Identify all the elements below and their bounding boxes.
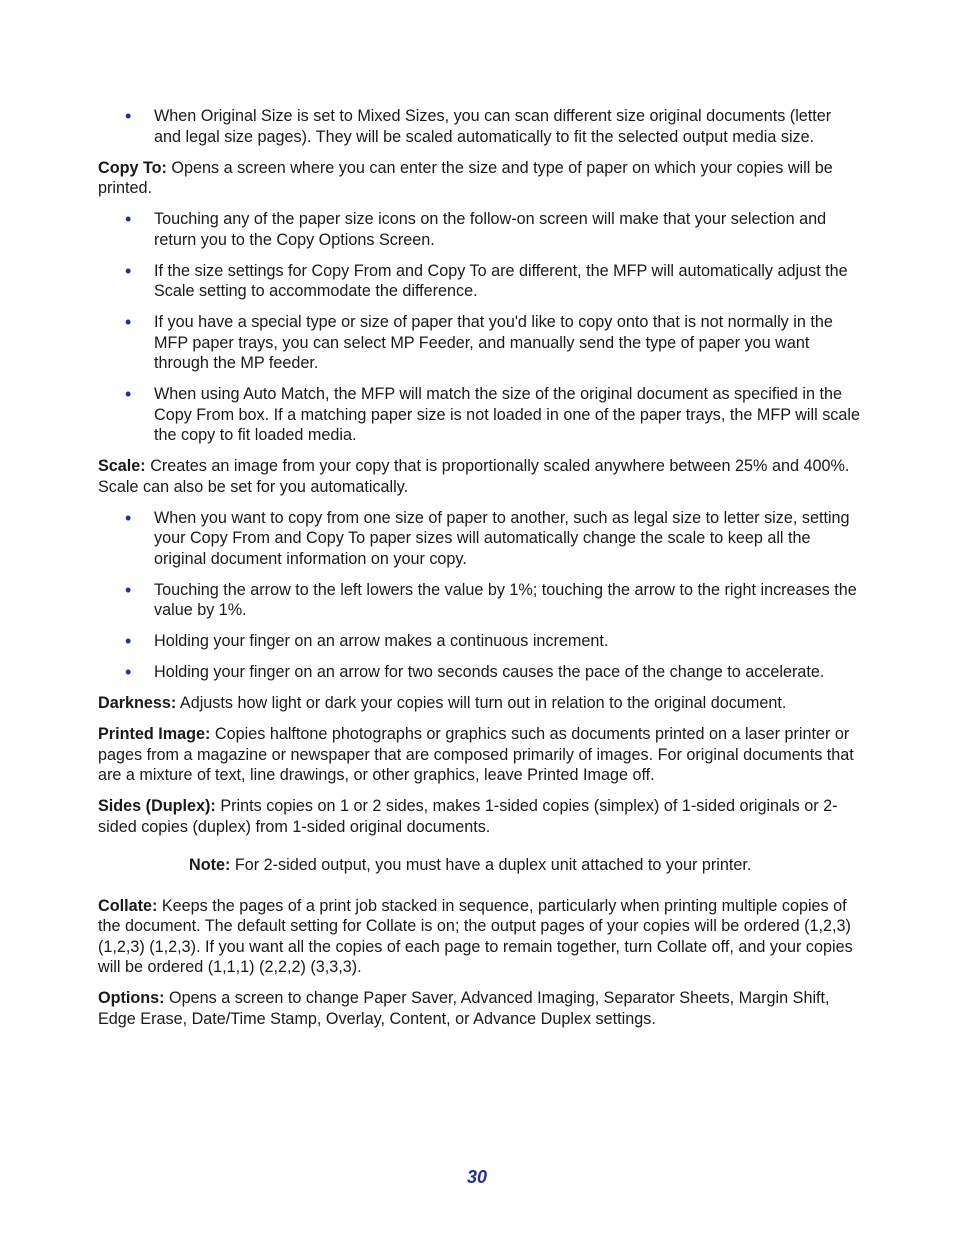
list-item (98, 384, 860, 446)
collate-text: Keeps the pages of a print job stacked in sequence, particularly when printing multiple copies of the document. The default setting for Collate is on; the output pages of your copies will be ordered (1,2,3) (1,2,3) (1,2,3). If you want all the copies of each page to remain together, turn Collate off, and your copies will be ordered (1,1,1) (2,2,2) (3,3,3). (98, 896, 853, 976)
copy-to-paragraph (98, 158, 860, 199)
list-item (98, 312, 860, 374)
copy-to-bullet-list (98, 209, 860, 446)
scale-text: Creates an image from your copy that is proportionally scaled anywhere between 25% and 400%. Scale can also be set for you automatically. (98, 457, 850, 496)
bullet-text: When Original Size is set to Mixed Sizes, you can scan different size original documents (letter and legal size pages). They will be scaled automatically to fit the selected output media size. (154, 107, 832, 146)
list-item (98, 106, 860, 147)
document-page (98, 106, 860, 1040)
bullet-text: If the size settings for Copy From and Copy To are different, the MFP will automatically adjust the Scale setting to accommodate the difference. (154, 261, 848, 300)
copy-to-text: Opens a screen where you can enter the size and type of paper on which your copies will be printed. (98, 158, 833, 197)
printed-image-term: Printed Image: (98, 725, 211, 743)
list-item (98, 508, 860, 570)
page-number: 30 (466, 1167, 488, 1187)
sides-paragraph (98, 796, 860, 837)
bullet-text: When you want to copy from one size of paper to another, such as legal size to letter size, setting your Copy From and Copy To paper sizes will automatically change the scale to keep all the original document information on your copy. (154, 508, 850, 568)
bullet-icon: • (125, 209, 132, 229)
bullet-icon: • (125, 662, 132, 682)
options-paragraph (98, 988, 860, 1029)
scale-term: Scale: (98, 457, 146, 475)
bullet-text: Holding your finger on an arrow makes a continuous increment. (154, 632, 609, 650)
sides-term: Sides (Duplex): (98, 797, 216, 815)
bullet-icon: • (125, 579, 132, 600)
list-item (98, 631, 860, 652)
list-item (98, 662, 860, 683)
bullet-icon: • (125, 507, 132, 528)
bullet-text: Holding your finger on an arrow for two seconds causes the pace of the change to accelerate. (154, 663, 825, 681)
darkness-paragraph (98, 693, 860, 714)
sides-text: Prints copies on 1 or 2 sides, makes 1-sided copies (simplex) of 1-sided originals or 2-sided copies (duplex) from 1-sided original documents. (98, 797, 838, 836)
options-text: Opens a screen to change Paper Saver, Advanced Imaging, Separator Sheets, Margin Shift, Edge Erase, Date/Time Stamp, Overlay, Content, or Advance Duplex settings. (98, 989, 830, 1028)
printed-image-text: Copies halftone photographs or graphics such as documents printed on a laser printer or pages from a magazine or newspaper that are composed primarily of images. For original documents that are a mixture of text, line drawings, or other graphics, leave Printed Image off. (98, 725, 854, 784)
bullet-icon: • (125, 384, 132, 404)
note-term: Note: (189, 856, 231, 874)
scale-bullet-list (98, 508, 860, 683)
list-item (98, 580, 860, 621)
bullet-text: When using Auto Match, the MFP will match the size of the original document as specified in the Copy From box. If a matching paper size is not loaded in one of the paper trays, the MFP will scale the copy to fit loaded media. (154, 385, 861, 444)
note-text: For 2-sided output, you must have a duplex unit attached to your printer. (230, 856, 752, 874)
bullet-text: Touching any of the paper size icons on the follow-on screen will make that your selection and return you to the Copy Options Screen. (154, 210, 827, 249)
bullet-icon: • (125, 312, 132, 332)
darkness-text: Adjusts how light or dark your copies will turn out in relation to the original document. (176, 694, 787, 712)
bullet-icon: • (125, 631, 132, 651)
copy-to-term: Copy To: (98, 158, 167, 177)
collate-paragraph (98, 896, 860, 978)
printed-image-paragraph (98, 724, 860, 786)
list-item (98, 261, 860, 302)
bullet-text: If you have a special type or size of paper that you'd like to copy onto that is not normally in the MFP paper trays, you can select MP Feeder, and manually send the type of paper you want through the MP feeder. (154, 313, 833, 372)
bullet-icon: • (125, 260, 132, 281)
intro-bullet-list (98, 106, 860, 147)
scale-paragraph (98, 456, 860, 497)
options-term: Options: (98, 989, 165, 1007)
collate-term: Collate: (98, 896, 158, 915)
darkness-term: Darkness: (98, 694, 177, 712)
note-paragraph (189, 855, 860, 876)
bullet-text: Touching the arrow to the left lowers the value by 1%; touching the arrow to the right increases the value by 1%. (154, 580, 857, 619)
list-item (98, 209, 860, 250)
bullet-icon: • (125, 106, 132, 126)
